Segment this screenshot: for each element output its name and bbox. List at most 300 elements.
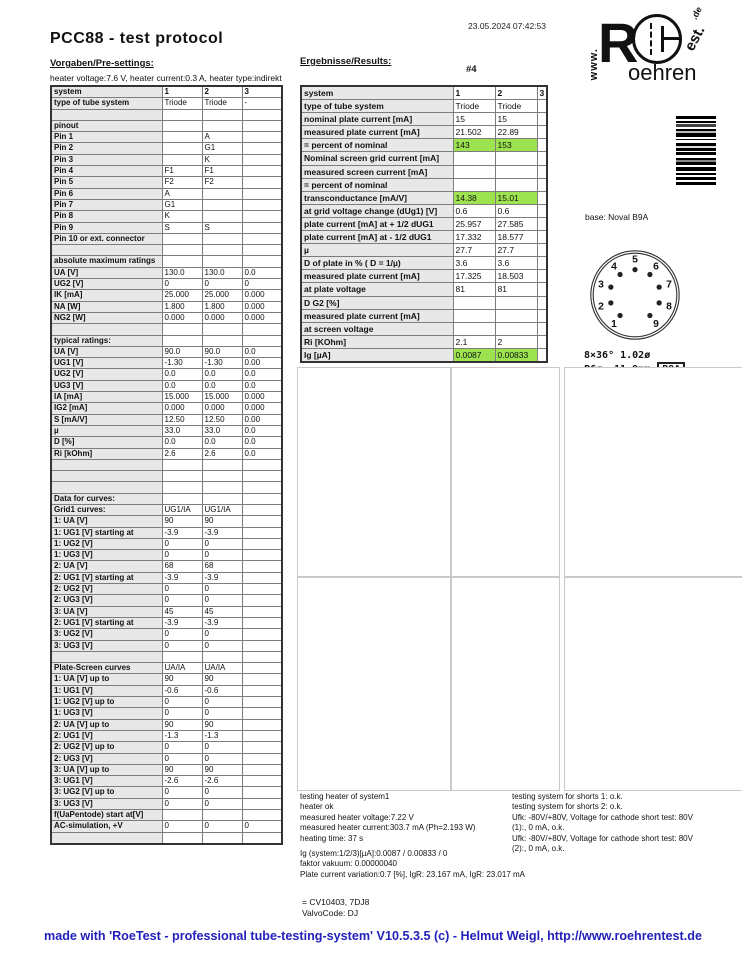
row-value xyxy=(242,154,282,165)
row-label: nominal plate current [mA] xyxy=(301,113,453,126)
row-label: Pin 8 xyxy=(51,211,162,222)
row-label: µ xyxy=(301,244,453,257)
row-value: 25.000 xyxy=(202,290,242,301)
table-row xyxy=(301,191,547,204)
row-value xyxy=(242,211,282,222)
table-row xyxy=(51,211,282,222)
row-label: measured screen current [mA] xyxy=(301,165,453,178)
logo-de-text: .de xyxy=(689,4,704,22)
row-value: -3.9 xyxy=(162,572,202,583)
note-line: testing system for shorts 1: o.k. xyxy=(512,792,623,801)
table-row xyxy=(51,471,282,482)
logo-est-text: est. xyxy=(681,23,709,54)
table-row xyxy=(51,538,282,549)
table-row xyxy=(51,86,282,98)
row-value xyxy=(242,674,282,685)
logo-www-text: www. xyxy=(588,48,600,81)
row-value: 0 xyxy=(202,787,242,798)
table-row xyxy=(51,414,282,425)
note-line: Ufk: -80V/+80V, Voltage for cathode short test: 80V xyxy=(512,833,693,843)
table-row xyxy=(301,165,547,178)
logo-oehren-text: oehren xyxy=(628,60,697,85)
row-value: 0 xyxy=(202,629,242,640)
row-value xyxy=(537,270,547,283)
row-label: 2: UA [V] xyxy=(51,561,162,572)
row-value xyxy=(242,606,282,617)
row-value: F1 xyxy=(162,166,202,177)
row-value xyxy=(242,166,282,177)
table-row xyxy=(51,143,282,154)
row-value xyxy=(453,178,495,191)
row-value: 2.6 xyxy=(162,448,202,459)
table-row xyxy=(51,425,282,436)
row-label: 2: UG2 [V] xyxy=(51,584,162,595)
row-value xyxy=(162,143,202,154)
row-value xyxy=(537,217,547,230)
row-label: Nominal screen grid current [mA] xyxy=(301,152,453,165)
row-value xyxy=(242,798,282,809)
row-value: 0.0 xyxy=(162,437,202,448)
table-row xyxy=(51,617,282,628)
row-value: 68 xyxy=(202,561,242,572)
row-value xyxy=(202,493,242,504)
row-label: pinout xyxy=(51,120,162,131)
table-row xyxy=(51,98,282,109)
row-value: 15 xyxy=(495,113,537,126)
row-value xyxy=(537,296,547,309)
row-value: G1 xyxy=(202,143,242,154)
row-value: 90 xyxy=(162,719,202,730)
table-row xyxy=(51,708,282,719)
row-value xyxy=(162,324,202,335)
row-value xyxy=(242,640,282,651)
svg-text:6: 6 xyxy=(653,261,659,273)
row-value xyxy=(537,139,547,152)
row-label: Pin 1 xyxy=(51,132,162,143)
row-value: 0 xyxy=(202,279,242,290)
row-value xyxy=(202,459,242,470)
row-value: 153 xyxy=(495,139,537,152)
row-value xyxy=(242,120,282,131)
row-label: S [mA/V] xyxy=(51,414,162,425)
row-value: 68 xyxy=(162,561,202,572)
row-label: 1: UG1 [V] xyxy=(51,685,162,696)
note-line: (2):, 0 mA, o.k. xyxy=(512,844,565,854)
row-value: 14.38 xyxy=(453,191,495,204)
tube-symbol-icon xyxy=(632,14,682,64)
row-value: 0.6 xyxy=(453,204,495,217)
row-value: 3.6 xyxy=(453,257,495,270)
roetest-logo xyxy=(586,4,716,110)
row-value: 0.00 xyxy=(242,414,282,425)
row-value xyxy=(537,335,547,348)
row-value xyxy=(162,810,202,821)
row-label: 3: UG2 [V] xyxy=(51,629,162,640)
row-value: 0.6 xyxy=(495,204,537,217)
row-label: Ri [kOhm] xyxy=(51,448,162,459)
row-value: Triode xyxy=(202,98,242,109)
row-value: 2 xyxy=(495,335,537,348)
row-value: A xyxy=(202,132,242,143)
table-row xyxy=(301,231,547,244)
row-value: 90.0 xyxy=(202,346,242,357)
table-row xyxy=(301,348,547,362)
table-row xyxy=(51,742,282,753)
row-label: Pin 6 xyxy=(51,188,162,199)
row-value xyxy=(162,832,202,844)
table-row xyxy=(51,685,282,696)
svg-text:3: 3 xyxy=(598,279,604,291)
row-value: -0.6 xyxy=(202,685,242,696)
row-value xyxy=(495,178,537,191)
row-label: D of plate in % ( D = 1/µ) xyxy=(301,257,453,270)
row-value: 25.957 xyxy=(453,217,495,230)
note-line: (1):, 0 mA, o.k. xyxy=(512,823,565,833)
note-line: measured heater voltage:7.22 V xyxy=(300,812,414,822)
note-line: testing heater of system1 xyxy=(300,792,390,801)
note-line: heater ok xyxy=(300,802,334,812)
row-value: 1.800 xyxy=(202,301,242,312)
row-value xyxy=(537,191,547,204)
row-value: Triode xyxy=(453,100,495,113)
table-row xyxy=(301,100,547,113)
row-value: 0 xyxy=(202,595,242,606)
row-value xyxy=(202,109,242,120)
row-label: transconductance [mA/V] xyxy=(301,191,453,204)
row-value: 90 xyxy=(202,674,242,685)
row-value: -1.30 xyxy=(162,358,202,369)
row-value: 0 xyxy=(162,595,202,606)
row-value: 143 xyxy=(453,139,495,152)
table-row xyxy=(51,154,282,165)
row-value: 0 xyxy=(162,640,202,651)
row-value xyxy=(162,493,202,504)
table-row xyxy=(51,561,282,572)
row-value: S xyxy=(162,222,202,233)
row-value: 0 xyxy=(162,538,202,549)
table-row xyxy=(51,245,282,256)
table-row xyxy=(51,629,282,640)
row-value: 0.00 xyxy=(242,358,282,369)
table-row xyxy=(51,256,282,267)
row-value: 2 xyxy=(202,86,242,98)
table-row xyxy=(51,550,282,561)
row-value: F2 xyxy=(162,177,202,188)
table-row xyxy=(51,697,282,708)
row-value: -1.30 xyxy=(202,358,242,369)
row-value xyxy=(242,538,282,549)
row-value xyxy=(242,550,282,561)
row-value: 130.0 xyxy=(162,267,202,278)
chart-ua-ia-system1 xyxy=(297,577,451,791)
row-value: 0 xyxy=(202,584,242,595)
row-value: 0 xyxy=(162,742,202,753)
row-value: A xyxy=(162,188,202,199)
row-value xyxy=(537,244,547,257)
table-row xyxy=(51,312,282,323)
row-value: UG1/IA xyxy=(162,504,202,515)
row-value xyxy=(242,527,282,538)
row-value: 0.000 xyxy=(162,312,202,323)
row-value xyxy=(453,296,495,309)
row-value: 0.000 xyxy=(242,301,282,312)
table-row xyxy=(51,392,282,403)
table-row xyxy=(301,126,547,139)
row-value xyxy=(202,120,242,131)
table-row xyxy=(51,798,282,809)
table-row xyxy=(51,188,282,199)
note-line: Plate current variation:0.7 [%], IgR: 23.167 mA, IgR: 23.017 mA xyxy=(300,869,526,879)
row-value: 3.6 xyxy=(495,257,537,270)
row-label: 1: UG2 [V] xyxy=(51,538,162,549)
row-value: 33.0 xyxy=(202,425,242,436)
results-table xyxy=(300,85,548,363)
row-label xyxy=(51,324,162,335)
table-row xyxy=(51,719,282,730)
row-value: 2.6 xyxy=(202,448,242,459)
row-value: 33.0 xyxy=(162,425,202,436)
heater-presettings-line: heater voltage:7.6 V, heater current:0.3 A, heater type:indirekt xyxy=(50,73,282,83)
row-label: absolute maximum ratings xyxy=(51,256,162,267)
row-label: 2: UG1 [V] starting at xyxy=(51,617,162,628)
socket-geometry-line1: 8×36° 1.02ø xyxy=(584,350,651,361)
table-row xyxy=(51,730,282,741)
row-value xyxy=(242,132,282,143)
row-label: 2: UG1 [V] starting at xyxy=(51,572,162,583)
row-value: F1 xyxy=(202,166,242,177)
row-value: 0.000 xyxy=(202,403,242,414)
row-label: 1: UA [V] up to xyxy=(51,674,162,685)
row-value xyxy=(242,584,282,595)
row-value xyxy=(202,256,242,267)
table-row xyxy=(301,335,547,348)
footer-credit: made with 'RoeTest - professional tube-testing-system' V10.5.3.5 (c) - Helmut Weigl, http://www.roehrentest.de xyxy=(44,929,702,943)
row-value: 0.0 xyxy=(242,346,282,357)
row-value: 0 xyxy=(202,697,242,708)
table-row xyxy=(51,132,282,143)
row-label: UA [V] xyxy=(51,267,162,278)
row-value xyxy=(537,322,547,335)
row-value: 3 xyxy=(242,86,282,98)
row-label: UG1 [V] xyxy=(51,358,162,369)
table-row xyxy=(301,283,547,296)
row-value: 90 xyxy=(162,516,202,527)
row-value: 15.000 xyxy=(162,392,202,403)
row-label: UA [V] xyxy=(51,346,162,357)
timestamp: 23.05.2024 07:42:53 xyxy=(468,21,546,31)
row-label: 1: UG2 [V] up to xyxy=(51,697,162,708)
row-value xyxy=(242,719,282,730)
row-label: IG2 [mA] xyxy=(51,403,162,414)
row-label: 1: UG3 [V] xyxy=(51,708,162,719)
row-value xyxy=(537,178,547,191)
row-label: 1: UG1 [V] starting at xyxy=(51,527,162,538)
row-label: f(UaPentode) start at[V] xyxy=(51,810,162,821)
row-value xyxy=(242,663,282,674)
row-label: 1: UA [V] xyxy=(51,516,162,527)
row-value xyxy=(162,471,202,482)
row-value: 3 xyxy=(537,86,547,100)
row-value: 1 xyxy=(162,86,202,98)
row-value xyxy=(242,324,282,335)
row-value xyxy=(162,482,202,493)
table-row xyxy=(51,403,282,414)
table-row xyxy=(51,810,282,821)
heater-test-notes xyxy=(300,792,475,844)
row-value xyxy=(242,651,282,662)
row-value: 130.0 xyxy=(202,267,242,278)
row-label: Pin 3 xyxy=(51,154,162,165)
row-value: 0.0 xyxy=(242,425,282,436)
row-label xyxy=(51,651,162,662)
row-value xyxy=(242,697,282,708)
row-label: at grid voltage change (dUg1) [V] xyxy=(301,204,453,217)
row-value: 45 xyxy=(202,606,242,617)
row-label: IK [mA] xyxy=(51,290,162,301)
row-value xyxy=(242,629,282,640)
table-row xyxy=(51,267,282,278)
table-row xyxy=(51,369,282,380)
row-value xyxy=(242,482,282,493)
row-value xyxy=(495,165,537,178)
row-label: NG2 [W] xyxy=(51,312,162,323)
row-label: typical ratings: xyxy=(51,335,162,346)
row-value xyxy=(537,257,547,270)
note-line: = CV10403, 7DJ8 xyxy=(302,897,370,907)
table-row xyxy=(51,324,282,335)
row-value xyxy=(202,199,242,210)
svg-text:1: 1 xyxy=(611,319,617,331)
row-value: 0 xyxy=(202,640,242,651)
row-value: 0 xyxy=(162,697,202,708)
row-value xyxy=(242,471,282,482)
row-value: 0.0 xyxy=(242,448,282,459)
page-title: PCC88 - test protocol xyxy=(50,30,224,47)
table-row xyxy=(51,764,282,775)
row-value: -3.9 xyxy=(162,617,202,628)
note-line: Ufk: -80V/+80V, Voltage for cathode short test: 80V xyxy=(512,812,693,822)
row-value: 15 xyxy=(453,113,495,126)
row-value: 0.0087 xyxy=(453,348,495,362)
row-label: 3: UA [V] xyxy=(51,606,162,617)
row-value: 0 xyxy=(202,708,242,719)
row-label: Grid1 curves: xyxy=(51,504,162,515)
table-row xyxy=(51,437,282,448)
row-label: D G2 [%] xyxy=(301,296,453,309)
row-value xyxy=(202,335,242,346)
row-value xyxy=(242,617,282,628)
table-row xyxy=(51,279,282,290)
row-label: NA [W] xyxy=(51,301,162,312)
row-label: at plate voltage xyxy=(301,283,453,296)
row-value xyxy=(162,459,202,470)
row-label: IA [mA] xyxy=(51,392,162,403)
row-value: K xyxy=(202,154,242,165)
row-label xyxy=(51,482,162,493)
row-value: 1.800 xyxy=(162,301,202,312)
row-label: UG2 [V] xyxy=(51,369,162,380)
row-value xyxy=(162,233,202,244)
row-value: 0.000 xyxy=(242,403,282,414)
row-value xyxy=(242,177,282,188)
row-value xyxy=(537,204,547,217)
row-value xyxy=(202,245,242,256)
row-label xyxy=(51,245,162,256)
row-value: 0.0 xyxy=(162,380,202,391)
row-value xyxy=(162,132,202,143)
row-value xyxy=(162,245,202,256)
row-value: 81 xyxy=(495,283,537,296)
row-value: 0.0 xyxy=(242,380,282,391)
table-row xyxy=(51,346,282,357)
row-value: -3.9 xyxy=(202,572,242,583)
row-value xyxy=(242,109,282,120)
table-row xyxy=(51,663,282,674)
row-value: 0.0 xyxy=(242,437,282,448)
row-label: UG3 [V] xyxy=(51,380,162,391)
row-value: 90 xyxy=(162,674,202,685)
row-value xyxy=(242,516,282,527)
row-value: 0.000 xyxy=(242,312,282,323)
row-label: measured plate current [mA] xyxy=(301,270,453,283)
row-label: 3: UG2 [V] up to xyxy=(51,787,162,798)
row-value: -0.6 xyxy=(162,685,202,696)
table-row xyxy=(51,640,282,651)
row-value: -1.3 xyxy=(162,730,202,741)
table-row xyxy=(51,651,282,662)
svg-text:5: 5 xyxy=(632,254,638,266)
row-value: 0 xyxy=(202,538,242,549)
row-label xyxy=(51,459,162,470)
row-value: 25.000 xyxy=(162,290,202,301)
vacuum-test-notes xyxy=(300,849,525,880)
row-label: 3: UA [V] up to xyxy=(51,764,162,775)
table-row xyxy=(51,120,282,131)
row-value: 18.503 xyxy=(495,270,537,283)
row-value xyxy=(242,742,282,753)
presettings-table xyxy=(50,85,283,845)
row-value xyxy=(242,832,282,844)
chart-ug1-ia-system1 xyxy=(297,367,451,577)
table-row xyxy=(51,448,282,459)
table-row xyxy=(301,309,547,322)
table-row xyxy=(51,301,282,312)
table-row xyxy=(301,86,547,100)
row-label: Pin 5 xyxy=(51,177,162,188)
row-value xyxy=(242,730,282,741)
results-heading: Ergebnisse/Results: xyxy=(300,56,392,67)
table-row xyxy=(51,595,282,606)
row-value: 27.7 xyxy=(495,244,537,257)
row-value: 27.585 xyxy=(495,217,537,230)
row-value: 15.000 xyxy=(202,392,242,403)
row-value: 1 xyxy=(453,86,495,100)
row-value: 0.0 xyxy=(202,380,242,391)
row-value: 18.577 xyxy=(495,231,537,244)
row-value: 0.0 xyxy=(242,369,282,380)
table-row xyxy=(301,322,547,335)
table-row xyxy=(51,584,282,595)
row-value: 21.502 xyxy=(453,126,495,139)
row-value xyxy=(202,188,242,199)
table-row xyxy=(51,233,282,244)
row-value: 17.325 xyxy=(453,270,495,283)
row-value: 90 xyxy=(202,764,242,775)
row-label xyxy=(51,832,162,844)
row-value xyxy=(242,685,282,696)
svg-text:7: 7 xyxy=(666,279,672,291)
row-value: 2.1 xyxy=(453,335,495,348)
